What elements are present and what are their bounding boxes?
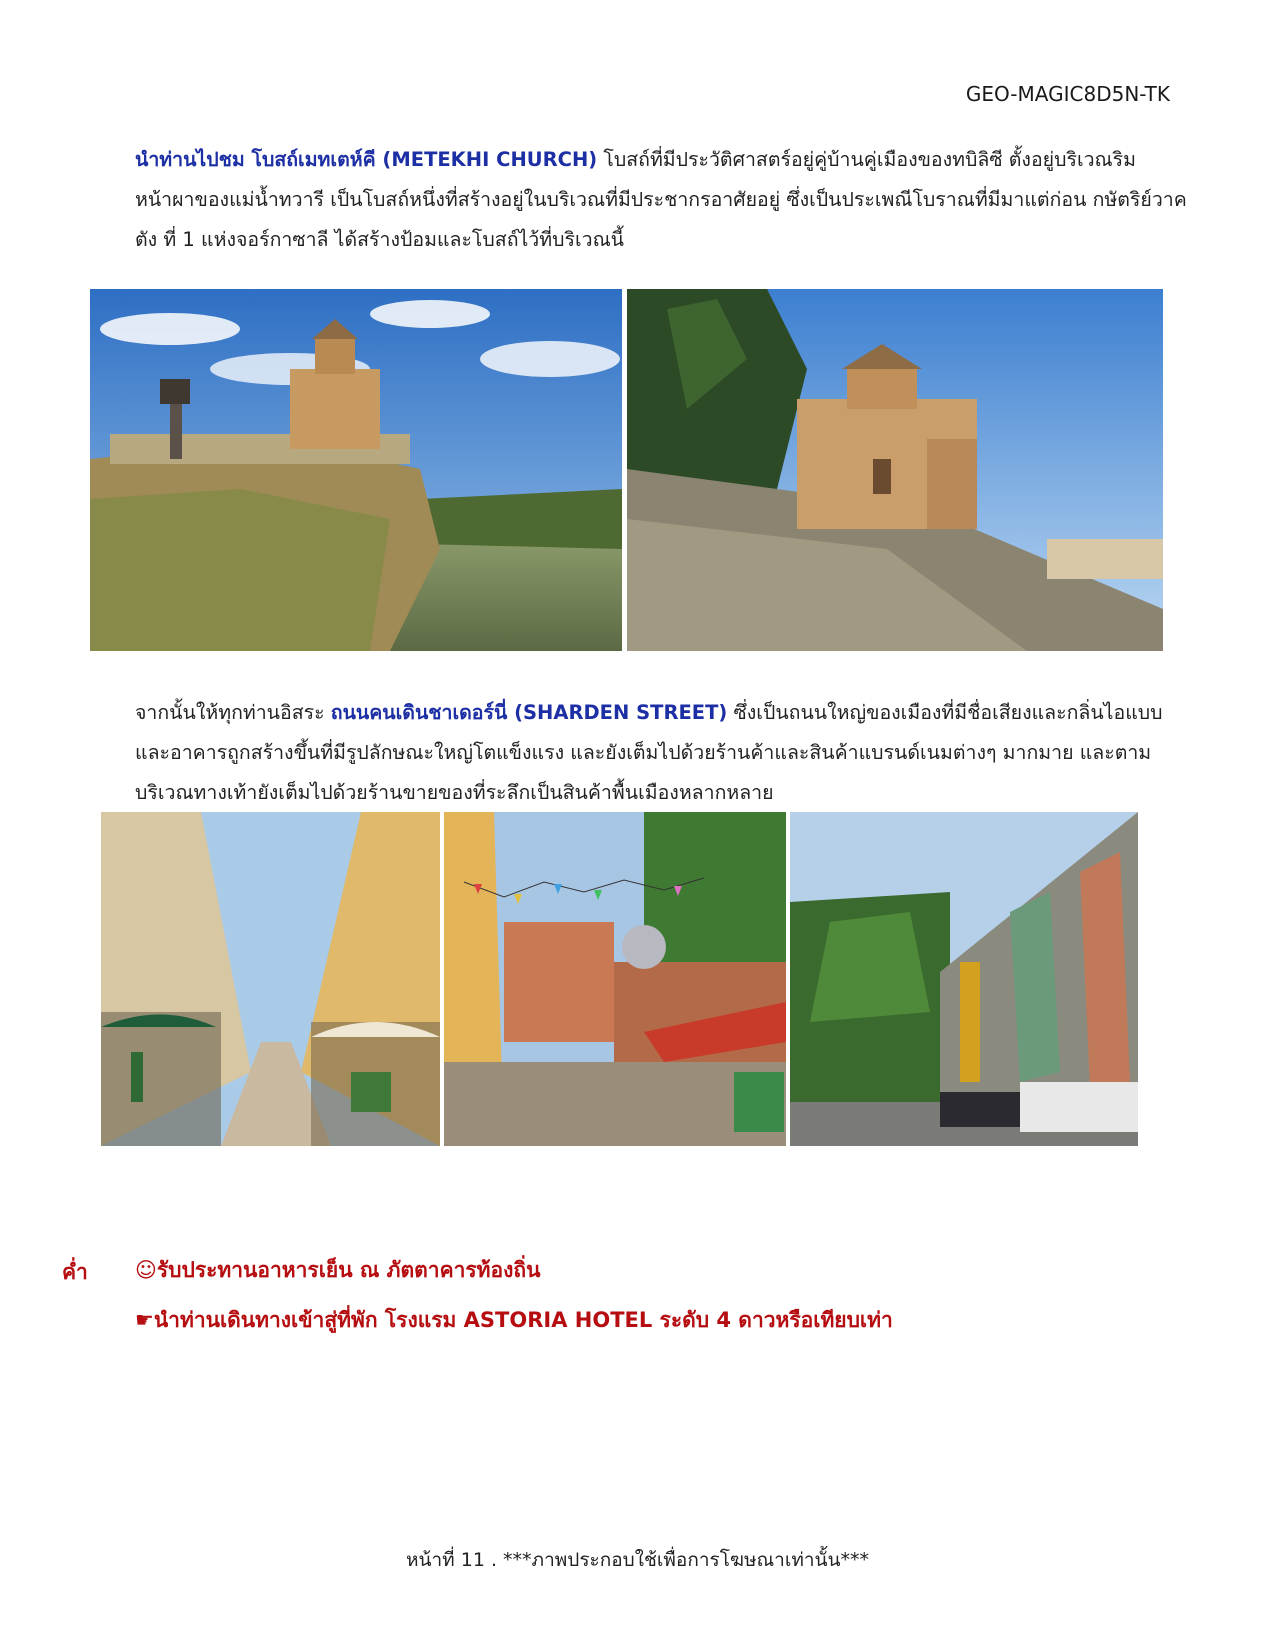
page-footer <box>0 1545 1275 1575</box>
metekhi-church-photo <box>627 289 1163 651</box>
dinner-label: ค่ำ <box>62 1260 88 1284</box>
hotel-line <box>135 1304 893 1337</box>
advert-note: ***ภาพประกอบใช้เพื่อการโฆษณาเท่านั้น*** <box>497 1549 869 1571</box>
sharden-street-photo-3 <box>790 812 1138 1146</box>
sharden-street-photo-1 <box>101 812 440 1146</box>
dinner-text: รับประทานอาหารเย็น ณ ภัตตาคารท้องถิ่น <box>156 1258 541 1282</box>
pointing-hand-icon: ☛ <box>135 1308 154 1332</box>
metekhi-paragraph <box>135 140 1190 260</box>
page-number: หน้าที่ 11 . <box>406 1549 498 1571</box>
metekhi-cliff-photo <box>90 289 622 651</box>
metekhi-text: โบสถ์ที่มีประวัติศาสตร์อยู่คู่บ้านคู่เมืองของทบิลิซี ตั้งอยู่บริเวณริมหน้าผาของแม่น้ำทวารี เป็นโบสถ์หนึ่งที่สร้างอยู่ในบริเวณที่มีประชากรอาศัยอยู่ ซึ่งเป็นประเพณีโบราณที่มีมาแต่ก่อน กษัตริย์วาคตัง ที่ 1 แห่งจอร์กาซาลี ได้สร้างป้อมและโบสถ์ไว้ที่บริเวณนี้ <box>135 148 1187 251</box>
metekhi-highlight: นำท่านไปชม โบสถ์เมทเตห์คี (METEKHI CHURCH) <box>135 148 598 171</box>
sharden-street-photo-2 <box>444 812 786 1146</box>
tour-code: GEO-MAGIC8D5N-TK <box>965 82 1170 106</box>
sharden-paragraph <box>135 693 1190 813</box>
hotel-text: นำท่านเดินทางเข้าสู่ที่พัก โรงแรม ASTORIA HOTEL ระดับ 4 ดาวหรือเทียบเท่า <box>153 1308 893 1332</box>
sharden-text: ซึ่งเป็นถนนใหญ่ของเมืองที่มีชื่อเสียงและกลิ่นไอแบบ และอาคารถูกสร้างขึ้นที่มีรูปลักษณะใหญ่โตแข็งแรง และยังเต็มไปด้วยร้านค้าและสินค้าแบรนด์เนมต่างๆ มากมาย และตามบริเวณทางเท้ายังเต็มไปด้วยร้านขายของที่ระลึกเป็นสินค้าพื้นเมืองหลากหลาย <box>135 701 1163 804</box>
smiley-icon: ☺ <box>135 1258 157 1282</box>
sharden-intro: จากนั้นให้ทุกท่านอิสระ <box>135 701 331 724</box>
dinner-line <box>135 1254 540 1287</box>
sharden-highlight: ถนนคนเดินชาเดอร์นี่ (SHARDEN STREET) <box>330 701 728 724</box>
